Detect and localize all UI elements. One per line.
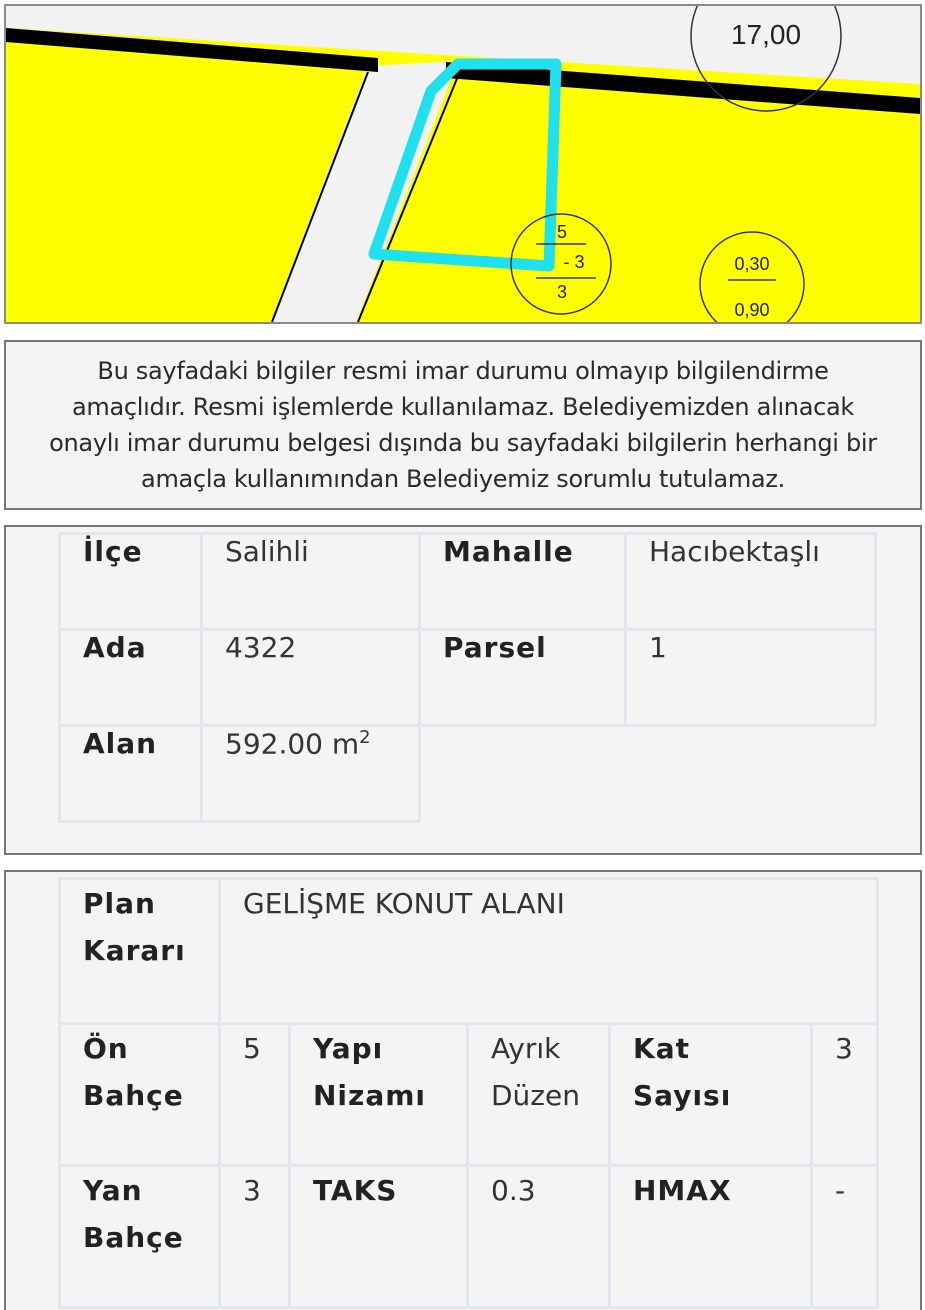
plan-karari-label (60, 879, 220, 1024)
parcel-info-panel (4, 525, 922, 855)
yan-line-1: Yan (83, 1174, 143, 1207)
kat-sayisi-value: 3 (812, 1024, 878, 1166)
kat-line-1: Kat (633, 1032, 690, 1065)
zoning-info-panel (4, 870, 922, 1310)
plan-label-line-2: Kararı (83, 934, 186, 967)
yapi-nizami-label (290, 1024, 468, 1166)
plan-label-line-1: Plan (83, 887, 156, 920)
plan-karari-value: GELİŞME KONUT ALANI (220, 879, 878, 1024)
kat-sayisi-label (610, 1024, 812, 1166)
yan-line-2: Bahçe (83, 1221, 184, 1254)
on-bahce-value: 5 (220, 1024, 290, 1166)
empty-cell (626, 726, 876, 822)
parcel-map[interactable] (4, 4, 922, 324)
table-row (60, 726, 876, 822)
hmax-value: - (812, 1166, 878, 1308)
mahalle-value: Hacıbektaşlı (626, 534, 876, 630)
taks-label: TAKS (290, 1166, 468, 1308)
parsel-value: 1 (626, 630, 876, 726)
yapi-line-1: Yapı (313, 1032, 384, 1065)
ratio-top: 0,30 (734, 254, 770, 274)
on-bahce-line-2: Bahçe (83, 1079, 184, 1112)
yapi-value-line-2: Düzen (491, 1079, 580, 1112)
mahalle-label: Mahalle (420, 534, 626, 630)
table-row (60, 1166, 878, 1308)
road-width-label: 17,00 (730, 19, 802, 50)
yapi-nizami-value (468, 1024, 610, 1166)
taks-value: 0.3 (468, 1166, 610, 1308)
kat-line-2: Sayısı (633, 1079, 732, 1112)
map-canvas (6, 6, 920, 322)
table-row (60, 630, 876, 726)
yapi-value-line-1: Ayrık (491, 1032, 561, 1065)
alan-value: 592.00 m (225, 727, 360, 761)
ada-value: 4322 (202, 630, 420, 726)
parsel-label: Parsel (420, 630, 626, 726)
on-bahce-label (60, 1024, 220, 1166)
disclaimer-notice (4, 340, 922, 510)
disclaimer-text: Bu sayfadaki bilgiler resmi imar durumu olmayıp bilgilendirme amaçlıdır. Resmi işlemlerde kullanılamaz. Belediyemizden alınacak onaylı imar durumu belgesi dışında bu sayfadaki bilgilerin herhangi bir amaçla kullanımından Belediyemiz sorumlu tutulamaz. (49, 357, 877, 493)
building-code-bottom: 3 (556, 282, 568, 302)
building-code-top: 5 (556, 222, 568, 242)
yan-bahce-value: 3 (220, 1166, 290, 1308)
yapi-line-2: Nizamı (313, 1079, 426, 1112)
hmax-label: HMAX (610, 1166, 812, 1308)
parcel-info-table (58, 532, 877, 823)
zoning-info-table (58, 877, 879, 1309)
ada-label: Ada (60, 630, 202, 726)
building-code-middle: - 3 (563, 252, 585, 272)
empty-cell (420, 726, 626, 822)
alan-unit-exponent: 2 (359, 727, 371, 748)
on-bahce-line-1: Ön (83, 1032, 129, 1065)
table-row (60, 534, 876, 630)
ilce-label: İlçe (60, 534, 202, 630)
table-row (60, 879, 878, 1024)
alan-label: Alan (60, 726, 202, 822)
alan-value-cell (202, 726, 420, 822)
ilce-value: Salihli (202, 534, 420, 630)
ratio-bottom: 0,90 (734, 300, 770, 320)
table-row (60, 1024, 878, 1166)
yan-bahce-label (60, 1166, 220, 1308)
